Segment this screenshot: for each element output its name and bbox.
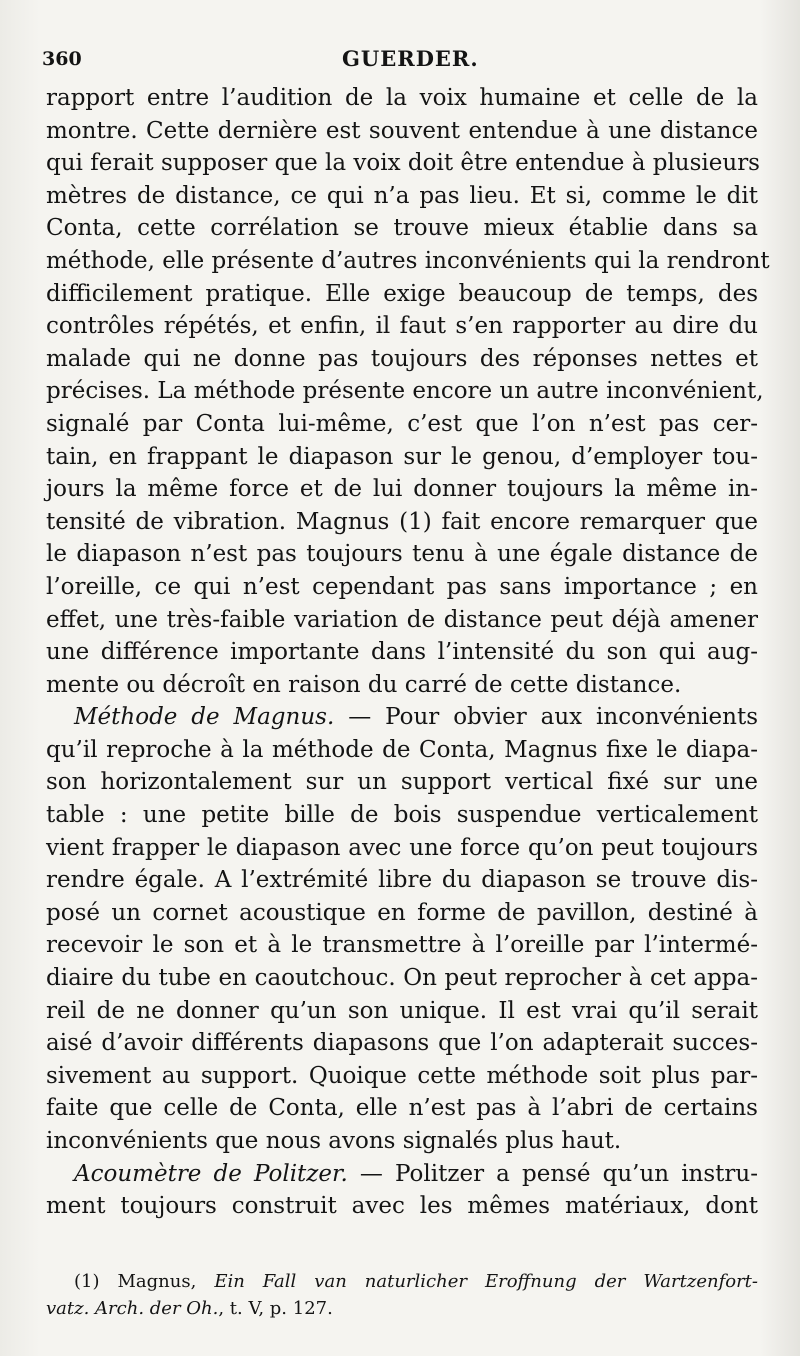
text-line: table : une petite bille de bois suspendue verticalement [46,802,758,829]
text-line: Conta, cette corrélation se trouve mieux établie dans sa [46,215,758,242]
text-line: aisé d’avoir différents diapasons que l’on adapterait succes- [46,1030,758,1057]
footnote-line [46,1295,758,1322]
text-line: jours la même force et de lui donner toujours la même in- [46,476,758,503]
text-line: posé un cornet acoustique en forme de pavillon, destiné à [46,899,758,926]
text-line: rendre égale. A l’extrémité libre du diapason se trouve dis- [46,867,758,894]
text-line: le diapason n’est pas toujours tenu à une égale distance de [46,541,758,568]
text-line: son horizontalement sur un support vertical fixé sur une [46,769,758,796]
footnote-rest: , t. V, p. 127. [218,1298,333,1319]
footnote-title-cont: vatz. Arch. der Oh. [46,1298,219,1319]
text-line: une différence importante dans l’intensité du son qui aug- [46,639,758,666]
text-line: mètres de distance, ce qui n’a pas lieu. Et si, comme le dit [46,182,758,209]
paragraph-heading-line [46,701,758,734]
text-line: sivement au support. Quoique cette méthode soit plus par- [46,1062,758,1089]
text-line: qu’il reproche à la méthode de Conta, Magnus fixe le diapa- [46,736,758,763]
page-number: 360 [42,48,82,70]
text-line: qui ferait supposer que la voix doit être entendue à plusieurs [46,150,760,177]
text-line: ment toujours construit avec les mêmes matériaux, dont [46,1193,758,1220]
paragraph-heading: Méthode de Magnus. [74,704,335,731]
footnote-title: Ein Fall van naturlicher Eroffnung der Wartzenfort- [214,1271,758,1292]
text-line: difficilement pratique. Elle exige beaucoup de temps, des [46,280,758,307]
text-line: tain, en frappant le diapason sur le genou, d’employer tou- [46,443,758,470]
text-line: diaire du tube en caoutchouc. On peut reprocher à cet appa- [46,965,758,992]
text-line: recevoir le son et à le transmettre à l’oreille par l’intermé- [46,932,758,959]
text-line: précises. La méthode présente encore un autre inconvénient, [46,378,764,405]
running-head: GUERDER. [342,46,479,71]
footnote-line [46,1268,758,1295]
text-line: malade qui ne donne pas toujours des réponses nettes et [46,345,758,372]
text-line: faite que celle de Conta, elle n’est pas à l’abri de certains [46,1095,758,1122]
paragraph-heading-rest: — Pour obvier aux inconvénients [334,704,758,731]
body-text [46,82,770,1223]
text-line: vient frapper le diapason avec une force qu’on peut toujours [46,834,758,861]
paragraph-heading: Acoumètre de Politzer. [74,1160,348,1187]
text-line: contrôles répétés, et enfin, il faut s’en rapporter au dire du [46,313,758,340]
text-line: reil de ne donner qu’un son unique. Il est vrai qu’il serait [46,997,758,1024]
text-line: effet, une très-faible variation de distance peut déjà amener [46,606,758,633]
text-line: l’oreille, ce qui n’est cependant pas sans importance ; en [46,573,758,600]
paragraph-heading-line [46,1158,758,1191]
page-header [42,44,758,78]
text-line: rapport entre l’audition de la voix humaine et celle de la [46,85,758,111]
text-line: mente ou décroît en raison du carré de cette distance. [46,671,682,698]
text-line: signalé par Conta lui-même, c’est que l’on n’est pas cer- [46,410,758,437]
text-line: tensité de vibration. Magnus (1) fait encore remarquer que [46,508,758,535]
paragraph-heading-rest: — Politzer a pensé qu’un instru- [347,1160,758,1187]
footnote [46,1268,758,1322]
text-line: inconvénients que nous avons signalés plus haut. [46,1128,622,1154]
text-line: méthode, elle présente d’autres inconvénients qui la rendront [46,247,770,274]
text-line: montre. Cette dernière est souvent entendue à une distance [46,117,758,144]
footnote-marker: (1) Magnus, [74,1271,215,1292]
